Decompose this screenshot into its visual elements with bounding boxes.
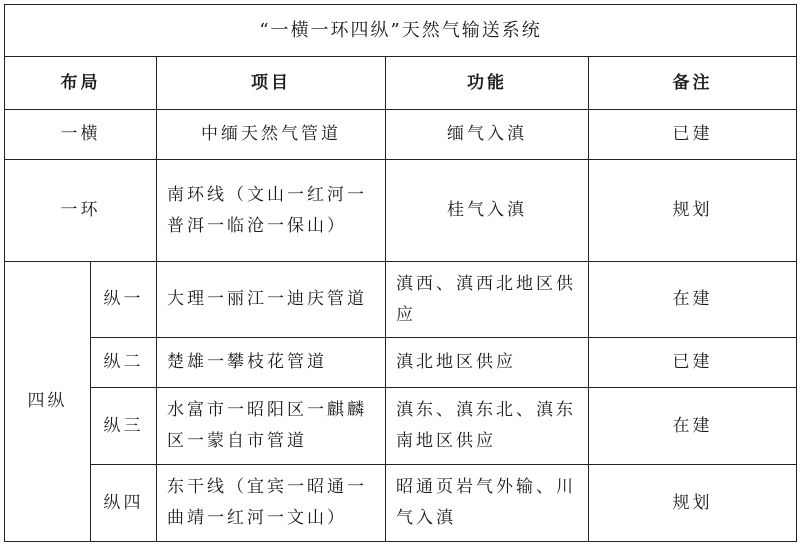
project-cell: 东干线（宜宾一昭通一曲靖一红河一文山） — [157, 465, 386, 542]
note-cell: 已建 — [589, 338, 797, 388]
header-function: 功能 — [386, 57, 589, 110]
header-row — [5, 57, 797, 110]
note-cell: 在建 — [589, 388, 797, 465]
note-cell: 规划 — [589, 465, 797, 542]
project-cell: 水富市一昭阳区一麒麟区一蒙自市管道 — [157, 388, 386, 465]
table-row — [5, 262, 797, 338]
layout-cell: 一环 — [5, 160, 157, 262]
function-cell: 昭通页岩气外输、川气入滇 — [386, 465, 589, 542]
function-cell: 滇北地区供应 — [386, 338, 589, 388]
sub-layout-cell: 纵四 — [91, 465, 157, 542]
table-title-row — [5, 5, 797, 57]
sub-layout-cell: 纵三 — [91, 388, 157, 465]
header-note: 备注 — [589, 57, 797, 110]
function-cell: 滇西、滇西北地区供应 — [386, 262, 589, 338]
table-row — [5, 388, 797, 465]
table-row — [5, 160, 797, 262]
table-row — [5, 338, 797, 388]
header-layout: 布局 — [5, 57, 157, 110]
note-cell: 已建 — [589, 110, 797, 160]
project-cell: 中缅天然气管道 — [157, 110, 386, 160]
function-cell: 桂气入滇 — [386, 160, 589, 262]
table-title: “一横一环四纵”天然气输送系统 — [5, 5, 797, 57]
layout-cell: 一横 — [5, 110, 157, 160]
project-cell: 南环线（文山一红河一普洱一临沧一保山） — [157, 160, 386, 262]
group-cell-four-zong: 四纵 — [5, 262, 91, 542]
table-row — [5, 110, 797, 160]
note-cell: 规划 — [589, 160, 797, 262]
sub-layout-cell: 纵二 — [91, 338, 157, 388]
function-cell: 滇东、滇东北、滇东南地区供应 — [386, 388, 589, 465]
gas-system-table-wrapper — [4, 4, 797, 542]
function-cell: 缅气入滇 — [386, 110, 589, 160]
header-project: 项目 — [157, 57, 386, 110]
note-cell: 在建 — [589, 262, 797, 338]
table-row — [5, 465, 797, 542]
gas-system-table — [4, 4, 797, 542]
sub-layout-cell: 纵一 — [91, 262, 157, 338]
project-cell: 大理一丽江一迪庆管道 — [157, 262, 386, 338]
project-cell: 楚雄一攀枝花管道 — [157, 338, 386, 388]
